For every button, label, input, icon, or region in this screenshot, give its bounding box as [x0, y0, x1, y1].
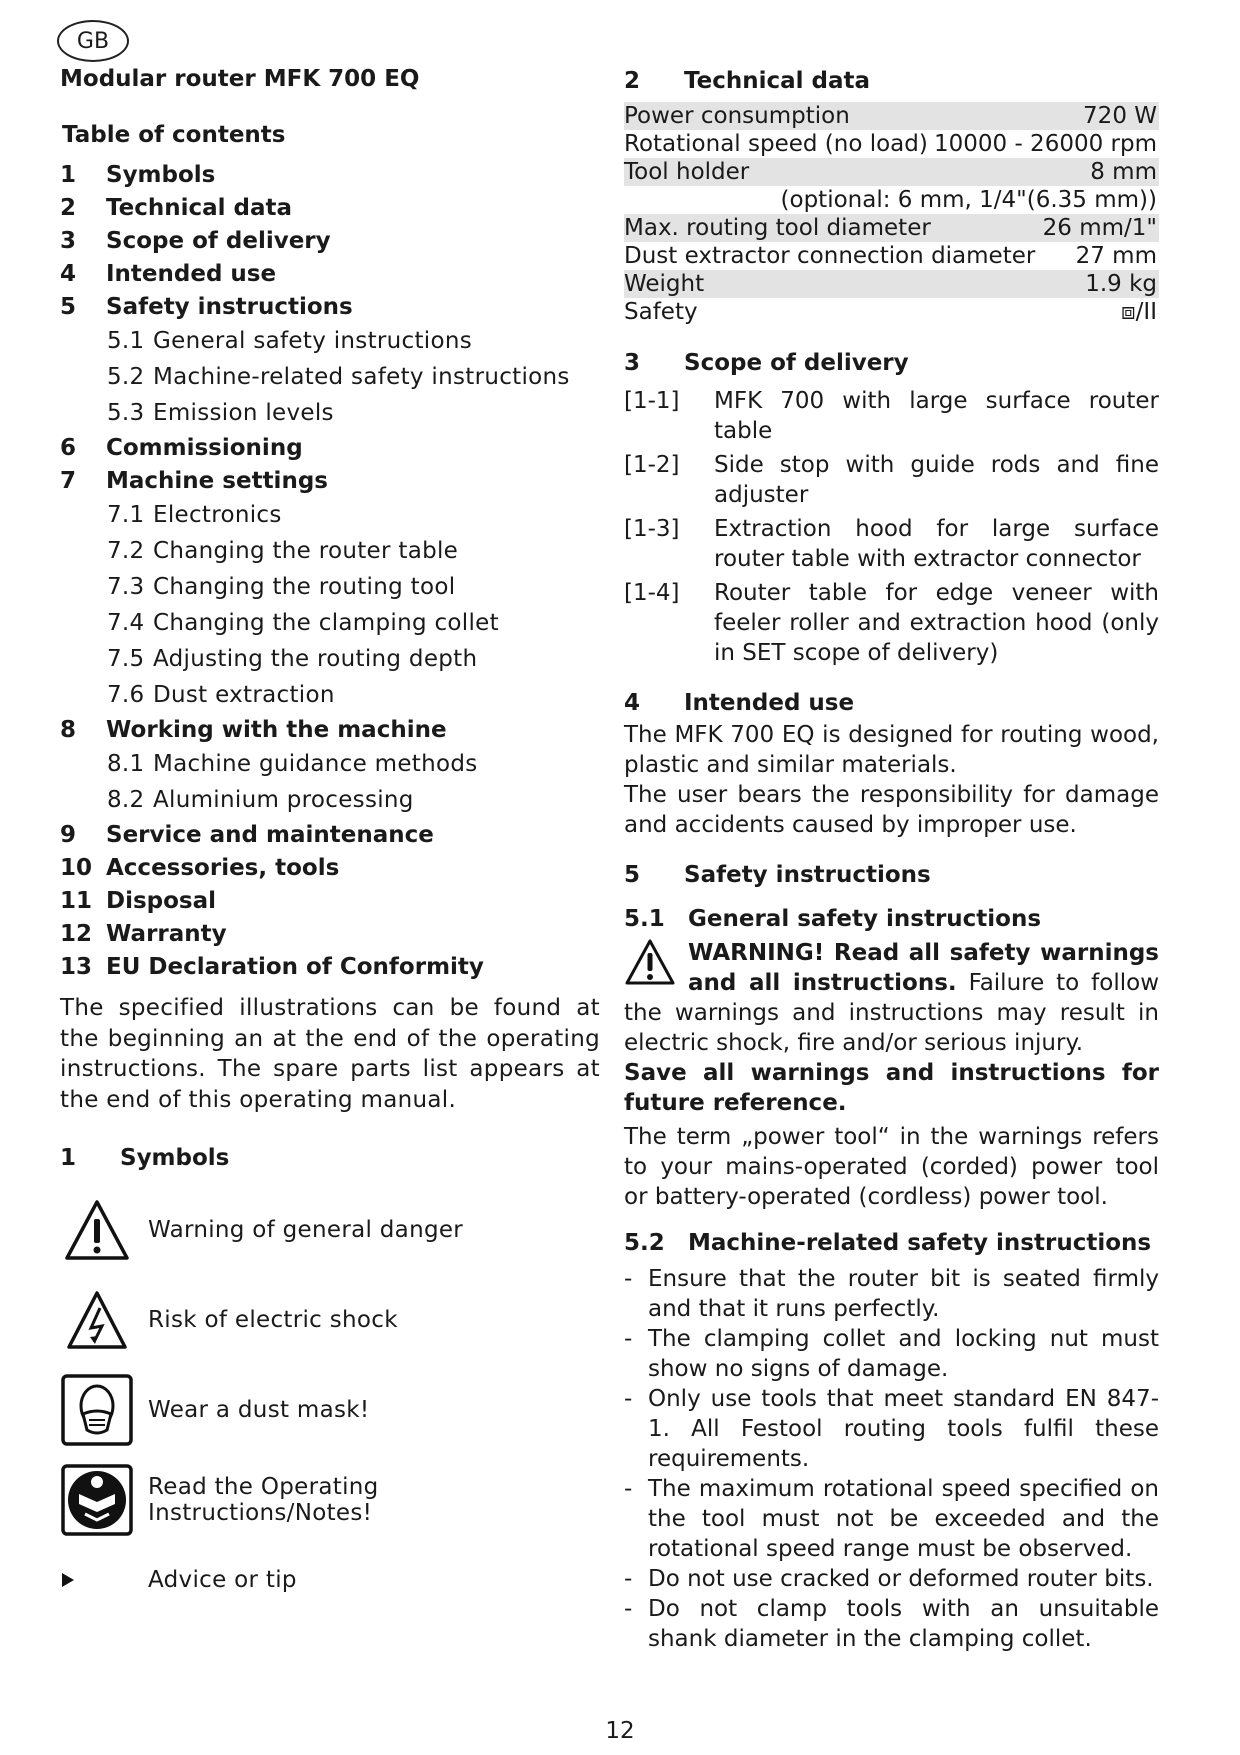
tech-value: ⧈/II — [1121, 299, 1157, 325]
scope-item-text: Extraction hood for large surface router table with extractor connector — [714, 516, 1159, 572]
toc-item-label: Service and maintenance — [106, 821, 434, 848]
tech-value: 26 mm/1" — [1042, 215, 1157, 241]
tech-row — [624, 186, 1159, 214]
toc-item-number: 4 — [60, 260, 77, 287]
left-column — [60, 66, 600, 1615]
tech-row — [624, 242, 1159, 270]
toc-item-number: 8.2 — [107, 787, 145, 813]
toc-item — [60, 782, 600, 818]
scope-item-code: [1-4] — [624, 580, 680, 606]
symbol-label: Read the Operating Instructions/Notes! — [148, 1474, 379, 1526]
toc-heading: Table of contents — [62, 122, 286, 148]
toc-item-label: Warranty — [106, 920, 227, 947]
intended-use-p2: The user bears the responsibility for damage and accidents caused by improper use. — [624, 782, 1159, 838]
section-title: Intended use — [684, 690, 855, 716]
toc-item-number: 5.2 — [107, 364, 145, 390]
tech-value: 8 mm — [1090, 159, 1157, 185]
section-heading-intended-use — [624, 686, 1159, 720]
toc-item-label: Symbols — [106, 161, 216, 188]
toc-item — [60, 746, 600, 782]
section-heading-safety — [624, 858, 1159, 892]
scope-item-code: [1-1] — [624, 388, 680, 414]
symbols-list — [60, 1185, 600, 1615]
tech-label: Safety — [624, 299, 698, 325]
toc-item-number: 6 — [60, 434, 77, 461]
bullet-text: The clamping collet and locking nut must show no signs of damage. — [648, 1326, 1159, 1382]
bullet-dash: - — [624, 1266, 633, 1292]
toc-item-label: Adjusting the routing depth — [153, 646, 478, 672]
intro-paragraph: The specified illustrations can be found at the beginning an at the end of the operating instructions. The spare parts list appears at the end of this operating manual. — [60, 995, 600, 1113]
toc-item — [60, 431, 600, 464]
toc-item — [60, 917, 600, 950]
toc-item-number: 10 — [60, 854, 93, 881]
subsection-heading-general-safety — [624, 902, 1159, 936]
toc-item-label: Machine guidance methods — [153, 751, 478, 777]
bullet-dash: - — [624, 1566, 633, 1592]
scope-item-text: Side stop with guide rods and fine adjuster — [714, 452, 1159, 508]
read-manual-icon — [60, 1463, 134, 1537]
table-of-contents — [60, 158, 600, 983]
toc-item-number: 11 — [60, 887, 93, 914]
toc-item — [60, 641, 600, 677]
safety-bullet-list — [624, 1264, 1159, 1654]
scope-item — [624, 514, 1159, 574]
toc-item — [60, 323, 600, 359]
section-title: Technical data — [684, 68, 871, 94]
toc-item-number: 5.3 — [107, 400, 145, 426]
section-number: 5.2 — [624, 1230, 665, 1256]
toc-item — [60, 851, 600, 884]
tech-label: Max. routing tool diameter — [624, 215, 931, 241]
symbol-row — [60, 1185, 600, 1275]
page-number: 12 — [605, 1718, 635, 1744]
toc-item-label: Machine-related safety instructions — [153, 364, 570, 390]
section-heading-technical-data — [624, 66, 1159, 96]
section-title: Safety instructions — [684, 862, 931, 888]
scope-list — [624, 386, 1159, 668]
scope-item-text: Router table for edge veneer with feeler roller and extraction hood (only in SET scope of delivery) — [714, 580, 1159, 666]
toc-item — [60, 950, 600, 983]
scope-item-text: MFK 700 with large surface router table — [714, 388, 1159, 444]
scope-item — [624, 578, 1159, 668]
bullet-text: Do not clamp tools with an unsuitable shank diameter in the clamping collet. — [648, 1596, 1159, 1652]
tech-value: 720 W — [1083, 103, 1157, 129]
toc-item-label: Emission levels — [153, 400, 334, 426]
toc-item-label: Electronics — [153, 502, 282, 528]
symbol-label: Risk of electric shock — [148, 1307, 398, 1333]
bullet-dash: - — [624, 1386, 633, 1412]
tech-label: Weight — [624, 271, 705, 297]
toc-item — [60, 359, 600, 395]
bullet-dash: - — [624, 1476, 633, 1502]
toc-item-label: Working with the machine — [106, 716, 447, 743]
power-tool-term-text: The term „power tool“ in the warnings refers to your mains-operated (corded) power tool or battery-operated (cordless) power tool. — [624, 1124, 1159, 1210]
language-badge: GB — [57, 20, 129, 62]
tech-label: Dust extractor connection diameter — [624, 243, 1036, 269]
toc-item-label: Scope of delivery — [106, 227, 331, 254]
toc-item-label: Accessories, tools — [106, 854, 340, 881]
dust-mask-icon — [60, 1373, 134, 1447]
section-heading-scope — [624, 346, 1159, 380]
toc-item-number: 7.6 — [107, 682, 145, 708]
scope-item — [624, 450, 1159, 510]
toc-item-label: Changing the clamping collet — [153, 610, 499, 636]
symbol-label: Warning of general danger — [148, 1217, 464, 1243]
toc-item — [60, 224, 600, 257]
section-number: 5 — [624, 862, 641, 888]
section-title: Scope of delivery — [684, 350, 909, 376]
tech-value: 27 mm — [1075, 243, 1157, 269]
toc-item — [60, 605, 600, 641]
electric-shock-icon — [60, 1283, 134, 1357]
safety-bullet — [624, 1474, 1159, 1564]
tech-label: Power consumption — [624, 103, 850, 129]
toc-item — [60, 533, 600, 569]
toc-item-label: Disposal — [106, 887, 217, 914]
section-title: Symbols — [120, 1145, 230, 1171]
toc-item-label: EU Declaration of Conformity — [106, 953, 484, 980]
warning-triangle-icon — [60, 1193, 134, 1267]
section-title: Machine-related safety instructions — [688, 1230, 1152, 1256]
warning-text: Failure to follow the warnings and instructions may result in electric shock, fire and/or serious injury. — [624, 970, 1160, 1056]
tech-row — [624, 158, 1159, 186]
section-number: 5.1 — [624, 906, 665, 932]
bullet-text: The maximum rotational speed specified on the tool must not be exceeded and the rotational speed range must be observed. — [648, 1476, 1159, 1562]
toc-item-label: Changing the router table — [153, 538, 459, 564]
section-number: 3 — [624, 350, 641, 376]
toc-item — [60, 464, 600, 497]
scope-item-code: [1-2] — [624, 452, 680, 478]
tech-value: 1.9 kg — [1085, 271, 1157, 297]
tech-value: 10000 - 26000 rpm — [933, 131, 1157, 157]
bullet-dash: - — [624, 1596, 633, 1622]
toc-item — [60, 395, 600, 431]
toc-item-number: 12 — [60, 920, 93, 947]
toc-item-number: 7 — [60, 467, 77, 494]
toc-item-label: Intended use — [106, 260, 277, 287]
tech-row — [624, 130, 1159, 158]
symbol-row — [60, 1455, 600, 1545]
toc-item-label: Technical data — [106, 194, 293, 221]
tech-row — [624, 214, 1159, 242]
toc-item — [60, 290, 600, 323]
section-heading-symbols — [60, 1141, 600, 1175]
section-title: General safety instructions — [688, 906, 1042, 932]
toc-item-number: 7.4 — [107, 610, 145, 636]
toc-item-label: Dust extraction — [153, 682, 335, 708]
toc-item-number: 7.2 — [107, 538, 145, 564]
warning-bold-text: WARNING! Read all safety warnings and all instructions. — [688, 940, 1159, 996]
save-instructions-text: Save all warnings and instructions for future reference. — [624, 1060, 1159, 1116]
toc-item-number: 7.3 — [107, 574, 145, 600]
toc-item-label: Machine settings — [106, 467, 328, 494]
tech-label: Rotational speed (no load) — [624, 131, 928, 157]
toc-item — [60, 158, 600, 191]
subsection-heading-machine-safety — [624, 1226, 1159, 1260]
scope-item-code: [1-3] — [624, 516, 680, 542]
safety-bullet — [624, 1384, 1159, 1474]
technical-data-table — [624, 102, 1159, 326]
toc-item-number: 2 — [60, 194, 77, 221]
toc-item-number: 7.5 — [107, 646, 145, 672]
section-number: 4 — [624, 690, 641, 716]
tech-value: (optional: 6 mm, 1/4"(6.35 mm)) — [780, 187, 1157, 213]
warning-triangle-icon — [624, 938, 680, 990]
toc-item-number: 5.1 — [107, 328, 145, 354]
safety-bullet — [624, 1564, 1159, 1594]
toc-item-label: Changing the routing tool — [153, 574, 456, 600]
toc-item-label: Safety instructions — [106, 293, 353, 320]
toc-item-number: 1 — [60, 161, 77, 188]
section-number: 1 — [60, 1145, 77, 1171]
symbol-row — [60, 1365, 600, 1455]
toc-item — [60, 713, 600, 746]
intended-use-p1: The MFK 700 EQ is designed for routing wood, plastic and similar materials. — [624, 722, 1159, 778]
toc-item — [60, 497, 600, 533]
toc-item-label: General safety instructions — [153, 328, 473, 354]
symbol-label: Wear a dust mask! — [148, 1397, 370, 1423]
bullet-text: Ensure that the router bit is seated firmly and that it runs perfectly. — [648, 1266, 1159, 1322]
toc-item-label: Commissioning — [106, 434, 303, 461]
symbol-label: Advice or tip — [148, 1567, 297, 1593]
toc-item — [60, 569, 600, 605]
toc-item — [60, 257, 600, 290]
safety-bullet — [624, 1324, 1159, 1384]
right-column — [624, 66, 1159, 1654]
warning-paragraph — [624, 938, 1159, 1058]
toc-item — [60, 818, 600, 851]
bullet-text: Only use tools that meet standard EN 847-1. All Festool routing tools fulfil these requirements. — [648, 1386, 1159, 1472]
toc-item-number: 8.1 — [107, 751, 145, 777]
tech-label: Tool holder — [624, 159, 750, 185]
tech-row — [624, 102, 1159, 130]
symbol-row — [60, 1545, 600, 1615]
tech-row — [624, 298, 1159, 326]
safety-bullet — [624, 1594, 1159, 1654]
toc-item-number: 5 — [60, 293, 77, 320]
toc-item-number: 13 — [60, 953, 93, 980]
arrow-right-icon — [60, 1543, 134, 1617]
bullet-dash: - — [624, 1326, 633, 1352]
symbol-row — [60, 1275, 600, 1365]
toc-item — [60, 884, 600, 917]
scope-item — [624, 386, 1159, 446]
bullet-text: Do not use cracked or deformed router bits. — [648, 1566, 1154, 1592]
toc-item-label: Aluminium processing — [153, 787, 414, 813]
safety-bullet — [624, 1264, 1159, 1324]
toc-item — [60, 677, 600, 713]
toc-item-number: 8 — [60, 716, 77, 743]
tech-row — [624, 270, 1159, 298]
document-title: Modular router MFK 700 EQ — [60, 66, 420, 92]
toc-item-number: 3 — [60, 227, 77, 254]
toc-item-number: 7.1 — [107, 502, 145, 528]
toc-item — [60, 191, 600, 224]
toc-item-number: 9 — [60, 821, 77, 848]
section-number: 2 — [624, 68, 641, 94]
